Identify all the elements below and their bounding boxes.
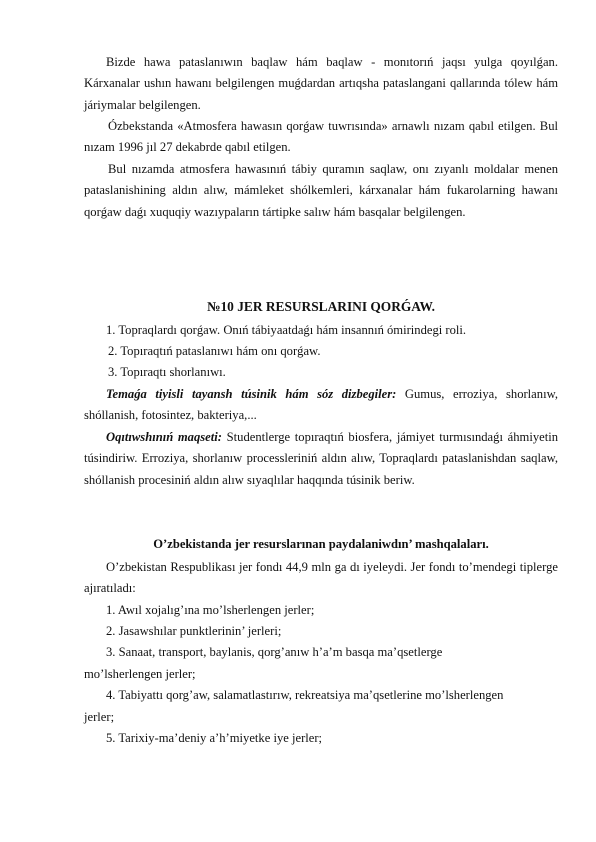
section-subtitle: O’zbekistanda jer resurslarınan paydalaniwdın’ mashqalaları. [153, 537, 489, 551]
list-item: 3. Sanaat, transport, baylanis, qorg’anıw h’a’m basqa ma’qsetlerge [106, 645, 443, 659]
intro-paragraph: O’zbekistan Respublikası jer fondı 44,9 mln ga dı iyeleydi. Jer fondı to’mendegi tiplerge ajıratıladı: [84, 560, 558, 596]
plan-item: 1. Topraqlardı qorǵaw. Onıń tábiyaatdaǵı hám insannıń ómirindegi roli. [106, 323, 467, 337]
keywords-text: Gumus, erroziya, shorlanıw, shóllanish, fotosintez, bakteriya,... [84, 387, 558, 423]
paragraph-air-law: Ózbekstanda «Atmosfera hawasın qorǵaw tuwrısında» arnawlı nızam qabıl etilgen. Bul nızam 1996 jıl 27 dekabrde qabıl etilgen. [84, 119, 558, 155]
paragraph-law-content: Bul nızamda atmosfera hawasınıń tábiy quramın saqlaw, onı zıyanlı moldalar menen pataslanishining aldın alıw, mámleket shólkemleri, kárxanalar hám fukarolarning hawanı qorǵaw daǵı xuquqiy wazıypaların tártipke salıw hám basqalar belgilengen. [84, 162, 558, 219]
list-item: 4. Tabiyattı qorg’aw, salamatlastırıw, rekreatsiya ma’qsetlerine mo’lsherlengen [106, 688, 504, 702]
list-item-continuation: jerler; [84, 710, 115, 724]
list-item: 5. Tarixiy-ma’deniy a’h’miyetke iye jerler; [106, 731, 323, 745]
section-title: №10 JER RESURSLARINI QORǴAW. [207, 299, 435, 314]
goal-text: Studentlerge topıraqtıń biosfera, jámiyet turmısındaǵı áhmiyetin túsindiriw. Erroziya, shorlanıw processleriniń aldın alıw, Topraqlardı pataslanishdan saqlaw, shóllanish procesiniń aldın alıw sıyaqlılar haqqında túsinik beriw. [84, 430, 558, 487]
paragraph-air-monitoring: Bizde hawa pataslanıwın baqlaw hám baqlaw - monıtorıń jaqsı yulga qoyılǵan. Kárxanalar ushın hawanı belgilengen muǵdardan artıqsha pataslangani qallarında tólew hám járiymalar belgilengen. [84, 55, 558, 112]
keywords-label: Temaǵa tiyisli tayansh túsinik hám sóz dizbegiler: [106, 387, 397, 401]
goal-label: Oqıtıwshınıń maqseti: [106, 430, 222, 444]
list-item: 2. Jasawshılar punktlerinin’ jerleri; [106, 624, 282, 638]
plan-item: 2. Topıraqtıń pataslanıwı hám onı qorǵaw. [108, 344, 321, 358]
plan-item: 3. Topıraqtı shorlanıwı. [108, 365, 226, 379]
list-item: 1. Awıl xojalıg’ına mo’lsherlengen jerler; [106, 603, 315, 617]
goal-paragraph [84, 427, 558, 491]
keywords-paragraph [84, 384, 558, 427]
list-item-continuation: mo’lsherlengen jerler; [84, 667, 196, 681]
